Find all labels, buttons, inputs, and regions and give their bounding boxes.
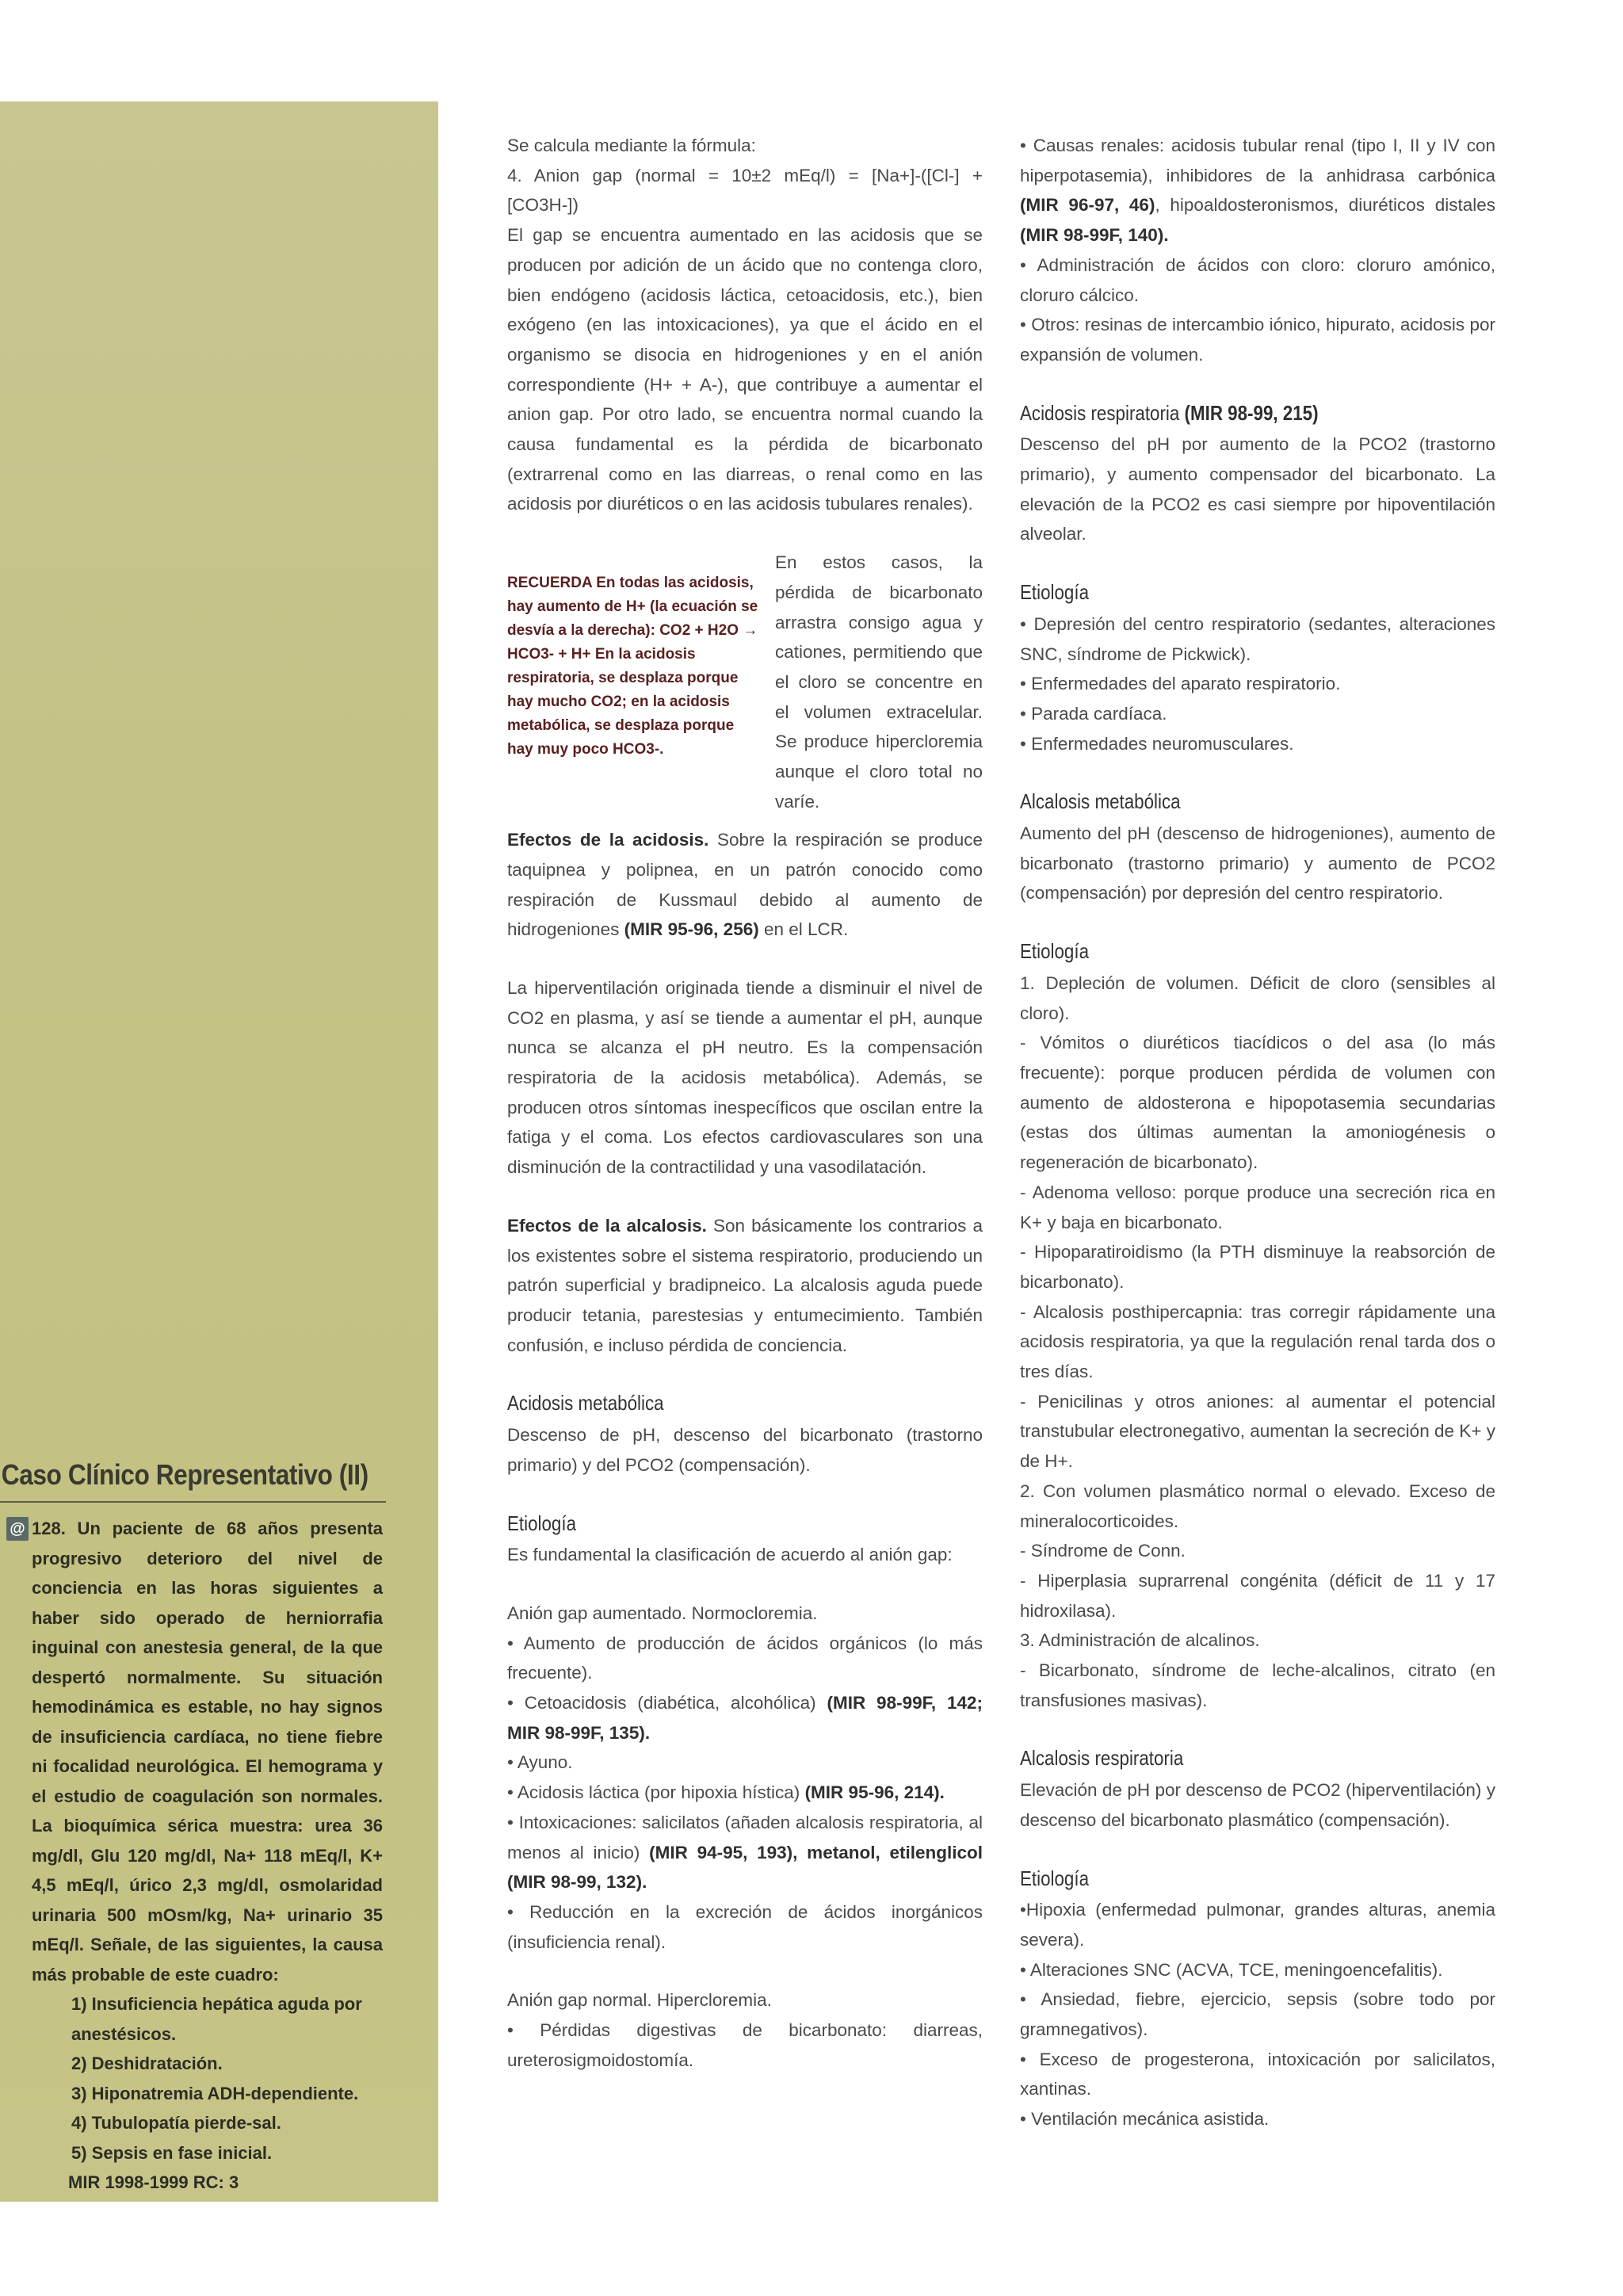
options-list [32, 1989, 383, 2168]
efectos-acidosis-text: Sobre la respiración se produce taquipnea y polipnea, en un patrón conocido como respiración de Kussmaul debido al aumento de hidrogeniones [507, 830, 983, 940]
list-item: • Ayuno. [507, 1752, 573, 1773]
list-item: • Alteraciones SNC (ACVA, TCE, meningoencefalitis). [1020, 1959, 1443, 1980]
acidosis-respiratoria-text: Descenso del pH por aumento de la PCO2 (trastorno primario), y aumento compensador del bicarbonato. La elevación de la PCO2 es casi siempre por hipoventilación alveolar. [1020, 434, 1495, 544]
list-item: •Hipoxia (enfermedad pulmonar, grandes alturas, anemia severa). [1020, 1900, 1495, 1950]
at-icon: @ [6, 1517, 29, 1541]
gap-paragraph: El gap se encuentra aumentado en las acidosis que se producen por adición de un ácido que no contenga cloro, bien endógeno (acidosis láctica, cetoacidosis, etc.), bien exógeno (en las intoxicaciones), ya que el ácido en el organismo se disocia en hidrogeniones y en el anión correspondiente (H+ + A-), que contribuye a aumentar el anion gap. Por otro lado, se encuentra normal cuando la causa fundamental es la pérdida de bicarbonato (extrarrenal como en las diarreas, o renal como en las acidosis por diuréticos o en las acidosis tubulares renales). [507, 225, 983, 514]
list-item: • Administración de ácidos con cloro: cloruro amónico, cloruro cálcico. [1020, 254, 1495, 305]
recuerda-box [507, 571, 761, 762]
list-item: • Pérdidas digestivas de bicarbonato: diarreas, ureterosigmoidostomía. [507, 2020, 983, 2070]
formula-intro: Se calcula mediante la fórmula: [507, 136, 756, 155]
acidosis-metabolica-text: Descenso de pH, descenso del bicarbonato (trastorno primario) y del PCO2 (compensación). [507, 1425, 983, 1475]
alcalosis-respiratoria-text: Elevación de pH por descenso de PCO2 (hiperventilación) y descenso del bicarbonato plasmático (compensación). [1020, 1780, 1495, 1830]
list-item: • Exceso de progesterona, intoxicación por salicilatos, xantinas. [1020, 2049, 1495, 2099]
hiperventilacion-paragraph: La hiperventilación originada tiende a disminuir el nivel de CO2 en plasma, y así se tiende a aumentar el pH, aunque nunca se alcanza el pH neutro. Es la compensación respiratoria de la acidosis metabólica). Además, se producen otros síntomas inespecíficos que oscilan entre la fatiga y el coma. Los efectos cardiovasculares son una disminución de la contractilidad y una vasodilatación. [507, 977, 983, 1178]
gap-aumentado: Anión gap aumentado. Normocloremia. [507, 1603, 818, 1623]
efectos-alcalosis [507, 1211, 983, 1361]
acidosis-metabolica-heading: Acidosis metabólica [507, 1391, 664, 1415]
efectos-acidosis-tail: en el LCR. [763, 919, 849, 940]
option-5: 5) Sepsis en fase inicial. [71, 2142, 273, 2163]
efectos-alcalosis-title: Efectos de la alcalosis. [507, 1215, 707, 1236]
column-1 [507, 131, 983, 2075]
list-item: • Otros: resinas de intercambio iónico, hipurato, acidosis por expansión de volumen. [1020, 315, 1495, 365]
divider [0, 1501, 386, 1503]
list-item: • Cetoacidosis (diabética, alcohólica) (MIR 98-99F, 142; MIR 98-99F, 135). [507, 1693, 983, 1743]
efectos-acidosis [507, 825, 983, 945]
list-item: • Intoxicaciones: salicilatos (añaden alcalosis respiratoria, al menos al inicio) (MIR 94-95, 193), metanol, etilenglicol (MIR 98-99, 132). [507, 1812, 983, 1893]
list-item: • Aumento de producción de ácidos orgánicos (lo más frecuente). [507, 1633, 983, 1683]
list-item: • Enfermedades neuromusculares. [1020, 733, 1294, 754]
option-2: 2) Deshidratación. [71, 2053, 223, 2073]
list-item: • Depresión del centro respiratorio (sedantes, alteraciones SNC, síndrome de Pickwick). [1020, 613, 1495, 664]
acidosis-respiratoria-heading: Acidosis respiratoria (MIR 98-99, 215) [1020, 400, 1319, 425]
causas-renales: • Causas renales: acidosis tubular renal (tipo I, II y IV con hiperpotasemia), inhibidores de la anhidrasa carbónica (MIR 96-97, 46), hipoaldosteronismos, diuréticos distales (MIR 98-99F, 140). [1020, 136, 1495, 246]
gap-normal: Anión gap normal. Hipercloremia. [507, 1990, 772, 2011]
list-item: • Enfermedades del aparato respiratorio. [1020, 674, 1341, 694]
list-item: - Vómitos o diuréticos tiacídicos o del asa (lo más frecuente): porque producen pérdida de volumen con aumento de aldosterona e hipopotasemia secundarias (estas dos últimas aumentan la amoniogénesis o regeneración de bicarbonato). [1020, 1033, 1495, 1173]
list-item: - Alcalosis posthipercapnia: tras corregir rápidamente una acidosis respiratoria, ya que la regulación renal tarda dos o tres días. [1020, 1301, 1495, 1382]
list-item: - Bicarbonato, síndrome de leche-alcalinos, citrato (en transfusiones masivas). [1020, 1660, 1495, 1710]
option-1: 1) Insuficiencia hepática aguda por anestésicos. [71, 1994, 362, 2044]
list-item: 3. Administración de alcalinos. [1020, 1630, 1260, 1651]
list-item: • Acidosis láctica (por hipoxia hística) (MIR 95-96, 214). [507, 1782, 945, 1803]
etiologia-heading: Etiología [1020, 939, 1090, 964]
case-title: Caso Clínico Representativo (II) [1, 1458, 369, 1491]
recuerda-text: RECUERDA En todas las acidosis, hay aumento de H+ (la ecuación se desvía a la derecha): CO2 + H2O → HCO3- + H+ En la acidosis respiratoria, se desplaza porque hay mucho CO2; en la acidosis metabólica, se desplaza porque hay muy poco HCO3-. [507, 575, 758, 758]
question-text: 128. Un paciente de 68 años presenta progresivo deterioro del nivel de conciencia en las horas siguientes a haber sido operado de herniorrafia inguinal con anestesia general, de la que despertó normalmente. Su situación hemodinámica es estable, no hay signos de insuficiencia cardíaca, no tiene fiebre ni focalidad neurológica. El hemograma y el estudio de coagulación son normales. La bioquímica sérica muestra: urea 36 mg/dl, Glu 120 mg/dl, Na+ 118 mEq/l, K+ 4,5 mEq/l, úrico 2,3 mg/dl, osmolaridad urinaria 500 mOsm/kg, Na+ urinario 35 mEq/l. Señale, de las siguientes, la causa más probable de este cuadro: [32, 1519, 383, 1985]
etiologia-heading: Etiología [1020, 1866, 1090, 1890]
alcalosis-metabolica-text: Aumento del pH (descenso de hidrogeniones), aumento de bicarbonato (trastorno primario) y aumento de PCO2 (compensación) por depresión del centro respiratorio. [1020, 823, 1495, 904]
case-question [10, 1514, 383, 2198]
list-item: - Adenoma velloso: porque produce una secreción rica en K+ y baja en bicarbonato. [1020, 1182, 1495, 1232]
list-item: - Penicilinas y otros aniones: al aumentar el potencial transtubular electronegativo, aumentan la secreción de K+ y de H+. [1020, 1391, 1495, 1472]
perdida-paragraph: En estos casos, la pérdida de bicarbonato arrastra consigo agua y cationes, permitiendo que el cloro se concentre en el volumen extracelular. Se produce hipercloremia aunque el cloro total no varíe. [775, 552, 983, 812]
column-2 [1020, 131, 1495, 2134]
alcalosis-respiratoria-heading: Alcalosis respiratoria [1020, 1746, 1184, 1771]
option-4: 4) Tubulopatía pierde-sal. [71, 2113, 281, 2133]
efectos-acidosis-title: Efectos de la acidosis. [507, 830, 709, 850]
recuerda-section [507, 548, 983, 825]
formula: 4. Anion gap (normal = 10±2 mEq/l) = [Na+]-([Cl-] + [CO3H-]) [507, 165, 983, 216]
list-item: - Hiperplasia suprarrenal congénita (déficit de 11 y 17 hidroxilasa). [1020, 1570, 1495, 1621]
efectos-alcalosis-text: Son básicamente los contrarios a los existentes sobre el sistema respiratorio, produciendo un patrón superficial y bradipneico. La alcalosis aguda puede producir tetania, parestesias y entumecimiento. También confusión, e incluso pérdida de conciencia. [507, 1215, 983, 1355]
etiologia-heading: Etiología [507, 1511, 577, 1535]
case-reference: MIR 1998-1999 RC: 3 [68, 2172, 239, 2192]
list-item: • Reducción en la excreción de ácidos inorgánicos (insuficiencia renal). [507, 1901, 983, 1952]
list-item: 1. Depleción de volumen. Déficit de cloro (sensibles al cloro). [1020, 972, 1495, 1023]
etiologia-intro: Es fundamental la clasificación de acuerdo al anión gap: [507, 1545, 953, 1565]
etiologia-heading: Etiología [1020, 580, 1090, 605]
list-item: - Hipoparatiroidismo (la PTH disminuye la reabsorción de bicarbonato). [1020, 1242, 1495, 1292]
mir-ref: (MIR 95-96, 256) [624, 919, 759, 940]
option-3: 3) Hiponatremia ADH-dependiente. [71, 2083, 359, 2103]
list-item: 2. Con volumen plasmático normal o elevado. Exceso de mineralocorticoides. [1020, 1480, 1495, 1531]
alcalosis-metabolica-heading: Alcalosis metabólica [1020, 789, 1181, 814]
list-item: - Síndrome de Conn. [1020, 1541, 1186, 1561]
list-item: • Ansiedad, fiebre, ejercicio, sepsis (sobre todo por gramnegativos). [1020, 1989, 1495, 2040]
list-item: • Parada cardíaca. [1020, 703, 1167, 724]
case-box [0, 1458, 438, 2198]
list-item: • Ventilación mecánica asistida. [1020, 2109, 1270, 2130]
